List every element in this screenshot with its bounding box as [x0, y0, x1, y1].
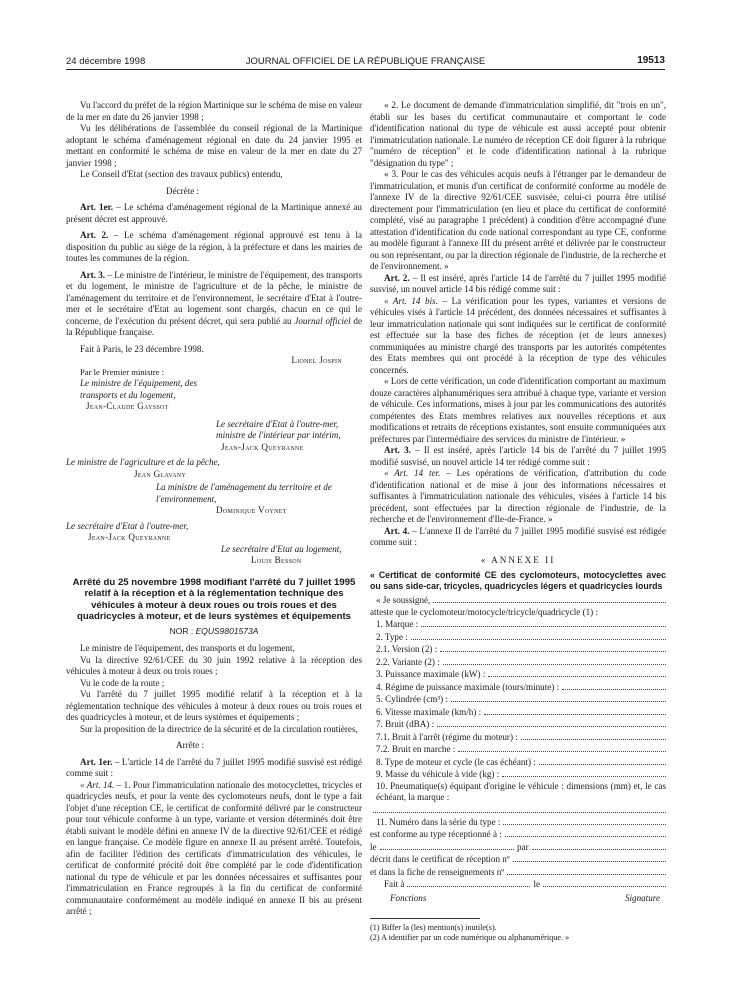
article-label: Art. 3. [80, 269, 106, 280]
right-column [370, 100, 666, 943]
visa: Sur la proposition de la directrice de la sécurité et de la circulation routières, [80, 723, 358, 734]
certificate-title: « Certificat de conformité CE des cyclomoteurs, motocyclettes avec ou sans side-car, tricycles, quadricycles légers et quadricycles lourds [370, 570, 666, 591]
signature-row [370, 893, 666, 905]
form-label: 7.2. Bruit en marche : [376, 744, 456, 755]
footnote-rule [370, 918, 480, 919]
form-line [370, 656, 666, 669]
article-text: – Le schéma d'aménagement régional de la Martinique annexé au présent décret est approuvé. [66, 202, 362, 224]
form-label: et dans la fiche de renseignements nº [370, 866, 505, 877]
form-label: 2.2. Variante (2) : [376, 656, 440, 667]
signature-label: Signature [624, 892, 660, 903]
signature-name: Louis Besson [251, 555, 302, 565]
article-text: – La vérification pour les types, variantes et versions de véhicules visés à l'article 14 précédent, des données nécessaires et suffisantes à leur immatriculation nationale qui sont indiquées sur le certificat de conformité est effectuée sur la base des fiches de réception (et de leurs annexes) communiquées au ministre chargé des transports par les autorités compétentes des Etats membres qui ont procédé à la réception de type des véhicules concernés. [370, 295, 667, 375]
form-label: 9. Masse du véhicule à vide (kg) : [376, 769, 500, 780]
article-text: – L'article 14 de l'arrêté du 7 juillet 1995 modifié susvisé est rédigé comme suit : [66, 756, 362, 779]
fill-line [532, 841, 666, 850]
form-line [370, 631, 666, 644]
fill-line [380, 841, 514, 850]
fill-line [433, 594, 666, 603]
form-label: 2. Type : [376, 631, 408, 642]
form-line [370, 853, 666, 866]
form-label: « Je soussigné, [376, 595, 431, 606]
article-4-arrete [370, 526, 666, 549]
article-14 [66, 780, 362, 918]
article-2-arrete [370, 273, 666, 296]
minister-intro: Le ministre de l'équipement, des transports et du logement, [80, 643, 295, 654]
signature-name: Jean Glavany [134, 468, 187, 479]
form-line [370, 693, 666, 706]
form-line [370, 866, 666, 879]
form-label: par [516, 841, 529, 852]
form-label: est conforme au type réceptionné à : [370, 829, 502, 840]
form-line [370, 781, 666, 804]
fonctions-label: Fonctions [390, 892, 427, 903]
fill-line [421, 618, 666, 627]
paragraph: « 2. Le document de demande d'immatriculation simplifié, dit "trois en un", établi sur les bases du certificat communautaire et comportant le code d'identification national du type de véhicule est aussi accepté pour obtenir l'immatriculation nationale. Le numéro de réception CE doit figurer à la rubrique "numéro de réception" et le code d'identification national à la rubrique "désignation du type" ; [370, 100, 666, 168]
header-rule [66, 69, 665, 70]
visa: Le Conseil d'Etat (section des travaux publics) entendu, [80, 169, 283, 179]
article-14-bis [370, 296, 666, 377]
article-2 [66, 230, 362, 265]
article-text: – Les opérations de vérification, d'attribution du code d'identification national et de mise à jour des informations nécessaires et suffisantes à l'immatriculation nationale des véhicules, visées à l'article 14 bis précédent, sont effectuées par la direction régionale de l'industrie, de la recherche et de l'environnement d'Ile-de-France. » [370, 468, 666, 524]
form-label: 1. Marque : [376, 619, 419, 630]
fill-line [437, 718, 666, 727]
fait-a-paris: Fait à Paris, le 23 décembre 1998. [80, 343, 204, 354]
form-line [370, 718, 666, 731]
signature-name: Jean-Claude Gayssot [86, 401, 169, 411]
article-label: « Art. 14. [80, 779, 115, 790]
journal-officiel-ref: Journal officiel [294, 315, 351, 326]
form-line [370, 731, 666, 744]
article-1 [66, 202, 362, 225]
fill-line [440, 643, 666, 652]
article-label: « Art. 14 bis. [384, 295, 438, 306]
fill-line [502, 768, 666, 777]
fill-line [505, 828, 666, 837]
signatory-title: Le ministre de l'équipement, des transports et du logement, [80, 378, 198, 400]
fill-line [513, 853, 666, 862]
article-label: Art. 2. [80, 230, 109, 240]
nor-label: NOR : [169, 625, 196, 636]
article-3 [66, 270, 362, 339]
form-label: atteste que le cyclomoteur/motocycle/tricycle/quadricycle (1) : [370, 606, 599, 617]
footnote: (1) Biffer la (les) mention(s) inutile(s). [370, 923, 497, 933]
arrete-heading: Arrête : [176, 740, 205, 751]
form-label: 4. Régime de puissance maximale (tours/minute) : [376, 681, 560, 692]
form-line [370, 878, 666, 891]
arrete-title: Arrêté du 25 novembre 1998 modifiant l'arrêté du 7 juillet 1995 relatif à la réception et à la réglementation technique des véhicules à moteur à deux roues ou trois roues et des quadricycles à moteur, et de leurs systèmes et équipements [72, 576, 356, 623]
signatory-title: La ministre de l'aménagement du territoire et de l'environnement, [156, 482, 332, 504]
fill-line [507, 866, 666, 875]
article-text: – L'annexe II de l'arrêté du 7 juillet 1995 modifié susvisé est rédigée comme suit : [370, 525, 666, 547]
form-line [370, 668, 666, 681]
form-label: le [370, 841, 377, 852]
form-line [370, 804, 666, 813]
fill-line [458, 743, 666, 752]
article-1-arrete [66, 757, 362, 780]
article-text: de la République française. [66, 315, 362, 337]
form-line [370, 756, 666, 769]
form-label: décrit dans le certificat de réception nº [370, 854, 510, 865]
form-label: 7.1. Bruit à l'arrêt (régime du moteur) : [376, 731, 518, 742]
signatory-title: Le secrétaire d'Etat au logement, [221, 543, 342, 554]
form-line [370, 681, 666, 694]
fill-line [488, 668, 666, 677]
form-line [370, 743, 666, 756]
form-line [370, 841, 666, 854]
journal-title: JOURNAL OFFICIEL DE LA RÉPUBLIQUE FRANÇAISE [245, 56, 486, 67]
form-line [370, 816, 666, 829]
form-label: 3. Puissance maximale (kW) : [376, 669, 486, 680]
form-line [370, 594, 666, 607]
article-label: Art. 1er. [80, 202, 114, 212]
header-date: 24 décembre 1998 [66, 56, 146, 67]
fill-line [562, 681, 666, 690]
footnote: (2) A identifier par un code numérique ou alphanumérique. » [370, 933, 570, 943]
paragraph: « Lors de cette vérification, un code d'identification comportant au maximum douze caractères alphanumériques sera attribué à chaque type, variante et version de véhicule. Ces informations, mises à jour par les communications des autorités compétentes des Etats membres relatives aux nouvelles réceptions et aux modifications et retraits de réceptions existantes, sont ensuite communiquées aux préfectures par l'intermédiaire des services du ministre de l'intérieur. » [370, 376, 666, 444]
signatory-title: Le ministre de l'agriculture et de la pêche, [66, 457, 220, 467]
form-line [370, 706, 666, 719]
form-line [370, 618, 666, 631]
article-text: – Il est inséré, après l'article 14 de l'arrêté du 7 juillet 1995 modifié susvisé, un nouvel article 14 bis rédigé comme suit : [370, 272, 667, 294]
nor-code: EQUS9801573A [195, 625, 259, 636]
visa: Vu le code de la route ; [80, 677, 165, 688]
paragraph: « 3. Pour le cas des véhicules acquis neufs à l'étranger par le demandeur de l'immatriculation, et munis d'un certificat de conformité conforme au modèle de l'annexe IV de la directive 92/61/CEE susvisée, celui-ci pourra être utilisé directement pour l'immatriculation (en lieu et place du certificat de conformité complété, visé au paragraphe 1 précédent) à condition d'être accompagné d'une attestation d'identification du code national correspondant au type CE, conforme au modèle figurant à l'annexe III du présent arrêté et délivrée par le constructeur ou son représentant, ou par la direction régionale de l'industrie, de la recherche et de l'environnement. » [370, 169, 666, 271]
certificate-fields [370, 618, 666, 781]
visa: Vu l'accord du préfet de la région Martinique sur le schéma de mise en valeur de la mer en date du 26 janvier 1998 ; [66, 100, 362, 122]
form-label: 2.1. Version (2) : [376, 644, 438, 655]
signature-name: Dominique Voynet [216, 505, 287, 515]
article-label: « Art. 14 ter. [384, 468, 441, 478]
article-label: Art. 4. [384, 525, 410, 536]
left-column [66, 100, 362, 918]
fill-line [373, 804, 666, 813]
signature-name: Jean-Jack Queyranne [221, 441, 304, 452]
article-text: – Il est inséré, après l'article 14 bis de l'arrêté du 7 juillet 1995 modifié susvisé, un nouvel article 14 ter rédigé comme suit : [370, 445, 667, 467]
signature-name: Jean-Jack Queyranne [88, 532, 171, 542]
signature-name: Lionel Jospin [291, 355, 342, 365]
signatory-title: Le secrétaire d'Etat à l'outre-mer, [66, 520, 189, 531]
form-line [370, 768, 666, 781]
signatory-title: Le secrétaire d'Etat à l'outre-mer, ministre de l'intérieur par intérim, [216, 418, 341, 440]
article-label: Art. 1er. [80, 756, 113, 767]
fill-line [539, 756, 666, 765]
nor-reference [66, 626, 362, 638]
form-line [370, 828, 666, 841]
form-line [370, 643, 666, 656]
fill-line [407, 878, 530, 887]
visa: Vu l'arrêté du 7 juillet 1995 modifié relatif à la réception et à la réglementation technique des véhicules à moteur à deux roues ou trois roues et des quadricycles à moteur, et de leurs systèmes et équipements ; [66, 689, 362, 723]
form-line [370, 607, 666, 619]
article-14-ter [370, 468, 666, 526]
form-label: Fait à [384, 879, 405, 890]
article-label: Art. 2. [384, 272, 410, 283]
fill-line [484, 706, 666, 715]
fill-line [451, 693, 666, 702]
form-label: 6. Vitesse maximale (km/h) : [376, 706, 482, 717]
fill-line [521, 731, 666, 740]
article-text: – Le schéma d'aménagement régional approuvé est tenu à la disposition du public au siège de la région, à la préfecture et dans les mairies de toutes les communes de la région. [66, 230, 363, 263]
annex-heading: « ANNEXE II [480, 554, 556, 565]
article-3-arrete [370, 445, 666, 468]
page-header [66, 53, 665, 69]
form-label: 5. Cylindrée (cm³) : [376, 694, 448, 705]
page-number: 19513 [637, 55, 665, 66]
form-label: le [533, 879, 541, 890]
visa: Vu les délibérations de l'assemblée du conseil régional de la Martinique adoptant le schéma d'aménagement régional en date du 24 janvier 1995 et mettant en conformité le schéma de mise en valeur de la mer en date du 27 janvier 1998 ; [66, 123, 362, 168]
article-text: – 1. Pour l'immatriculation nationale des motocyclettes, tricycles et quadricycles neufs, et pour la vente des cyclomoteurs neufs, dont le type a fait l'objet d'une réception CE, le certificat de conformité délivré par le constructeur pour tout véhicule conforme à un type, variante et version déterminés doit être établi suivant le modèle défini en annexe IV de la directive 92/61/CEE et rédigé en langue française. Ce modèle figure en annexe II au présent arrêté. Toutefois, afin de faciliter l'édition des certificats d'immatriculation des véhicules, le certificat de conformité précité doit être complété par le code d'identification national du type de véhicule et par les données nécessaires et suffisantes pour l'immatriculation en France regroupés à la fin du certificat de conformité communautaire conformément au modèle indiqué en annexe II bis au présent arrêté ; [66, 779, 362, 917]
fill-line [543, 878, 666, 887]
article-text: – Le ministre de l'intérieur, le ministre de l'équipement, des transports et du logement, le ministre de l'agriculture et de la pêche, le ministre de l'aménagement du territoire et de l'environnement, le secrétaire d'Etat à l'outre-mer et le secrétaire d'Etat au logement sont chargés, chacun en ce qui le concerne, de l'exécution du présent décret, qui sera publié au [66, 269, 362, 326]
visa: Vu la directive 92/61/CEE du 30 juin 1992 relative à la réception des véhicules à moteur à deux ou trois roues ; [66, 654, 362, 677]
decrete-heading: Décrète : [166, 185, 200, 196]
form-label: 8. Type de moteur et cycle (le cas échéant) : [376, 756, 536, 767]
fill-line [443, 656, 666, 665]
form-label: 7. Bruit (dBA) : [376, 719, 435, 730]
form-label: 11. Numéro dans la série du type : [376, 816, 501, 827]
par-premier-ministre: Par le Premier ministre : [80, 366, 165, 377]
fill-line [411, 631, 666, 640]
fill-line [503, 816, 666, 825]
form-label: 10. Pneumatique(s) équipant d'origine le véhicule : dimensions (mm) et, le cas échéant, la marque : [376, 780, 666, 803]
article-label: Art. 3. [384, 445, 411, 455]
